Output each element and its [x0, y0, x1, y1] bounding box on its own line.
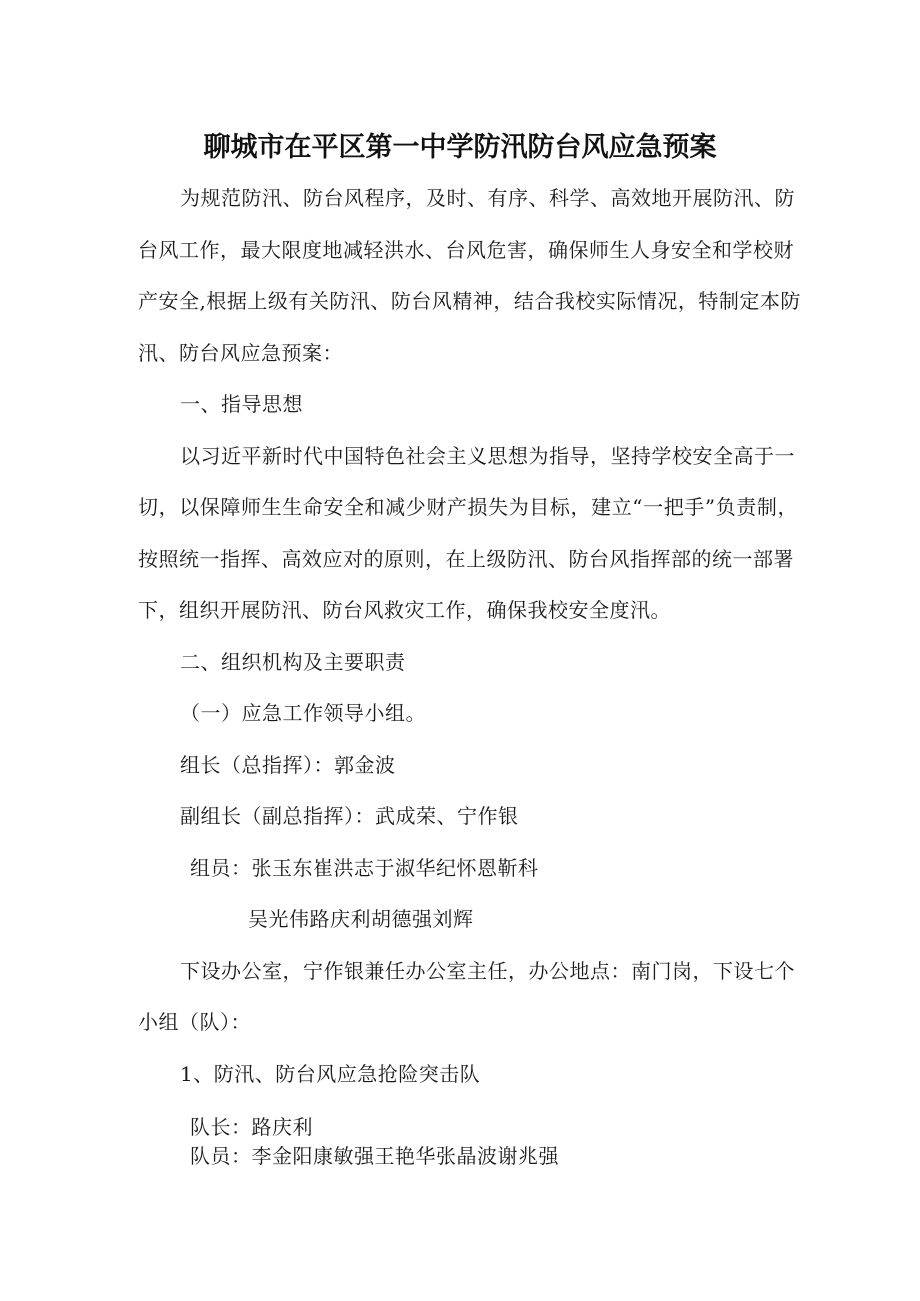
- team-1-members: 队员：李金阳康敏强王艳华张晶波谢兆强: [190, 1144, 559, 1168]
- section-2-heading: 二、组织机构及主要职责: [180, 650, 406, 674]
- section-1-line-4: 下，组织开展防汛、防台风救灾工作，确保我校安全度汛。: [138, 598, 671, 622]
- team-1-heading: 1、防汛、防台风应急抢险突击队: [180, 1062, 481, 1086]
- office-line-2: 小组（队）：: [138, 1010, 251, 1034]
- leader-line: 组长（总指挥）：郭金波: [180, 753, 396, 777]
- intro-line-3: 产安全,根据上级有关防汛、防台风精神，结合我校实际情况，特制定本防: [138, 289, 801, 313]
- subsection-1-heading: （一）应急工作领导小组。: [180, 701, 426, 725]
- members-line-2: 吴光伟路庆利胡德强刘辉: [248, 907, 474, 931]
- intro-line-1: 为规范防汛、防台风程序，及时、有序、科学、高效地开展防汛、防: [180, 186, 795, 210]
- document-title: 聊城市在平区第一中学防汛防台风应急预案: [203, 132, 717, 163]
- team-1-captain: 队长：路庆利: [190, 1115, 313, 1139]
- office-line-1: 下设办公室，宁作银兼任办公室主任，办公地点：南门岗，下设七个: [180, 959, 795, 983]
- intro-line-2: 台风工作，最大限度地减轻洪水、台风危害，确保师生人身安全和学校财: [138, 238, 794, 262]
- section-1-line-2: 切，以保障师生生命安全和减少财产损失为目标，建立“一把手”负责制，: [138, 495, 798, 519]
- section-1-heading: 一、指导思想: [180, 392, 303, 416]
- deputy-line: 副组长（副总指挥）：武成荣、宁作银: [180, 804, 519, 828]
- members-line-1: 组员：张玉东崔洪志于淑华纪怀恩靳科: [190, 856, 539, 880]
- section-1-line-1: 以习近平新时代中国特色社会主义思想为指导，坚持学校安全高于一: [180, 444, 795, 468]
- section-1-line-3: 按照统一指挥、高效应对的原则，在上级防汛、防台风指挥部的统一部署: [138, 547, 794, 571]
- intro-line-4: 汛、防台风应急预案：: [138, 341, 343, 365]
